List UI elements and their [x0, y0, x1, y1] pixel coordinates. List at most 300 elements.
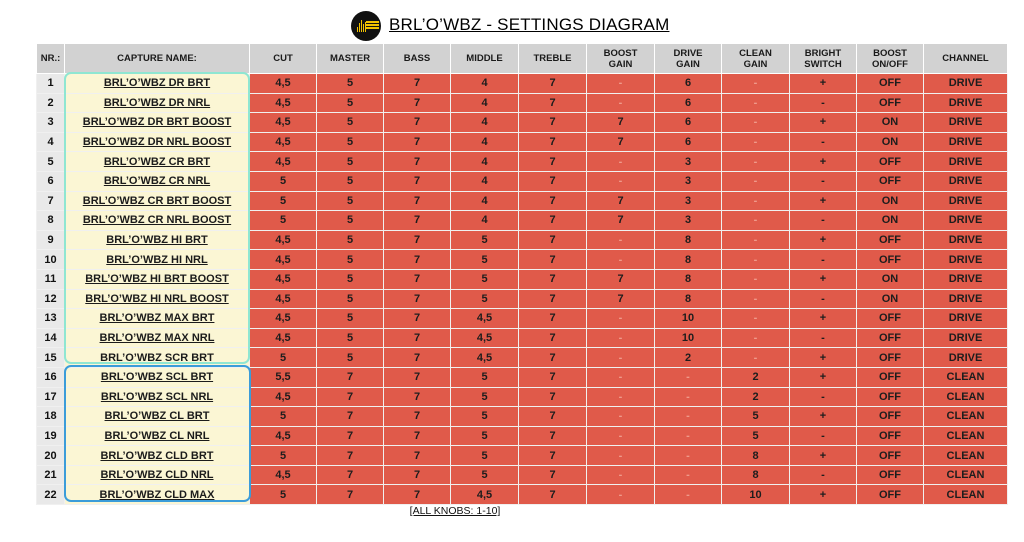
- clean-gain-cell: 8: [722, 465, 790, 485]
- clean-gain-cell: 8: [722, 446, 790, 466]
- bright-cell: -: [790, 387, 857, 407]
- nr-cell: 9: [37, 230, 65, 250]
- cut-cell: 4,5: [250, 465, 317, 485]
- boost-cell: OFF: [857, 387, 924, 407]
- treble-cell: 7: [519, 269, 587, 289]
- table-row: [37, 230, 1008, 250]
- nr-cell: 7: [37, 191, 65, 211]
- middle-cell: 5: [451, 446, 519, 466]
- drive-gain-cell: 8: [655, 289, 722, 309]
- channel-cell: DRIVE: [924, 191, 1008, 211]
- clean-gain-cell: -: [722, 171, 790, 191]
- bass-cell: 7: [384, 152, 451, 172]
- clean-gain-cell: -: [722, 74, 790, 94]
- clean-gain-cell: 10: [722, 485, 790, 505]
- boost-cell: ON: [857, 132, 924, 152]
- bass-cell: 7: [384, 367, 451, 387]
- clean-gain-cell: -: [722, 152, 790, 172]
- table-row: [37, 113, 1008, 133]
- boost-cell: OFF: [857, 426, 924, 446]
- master-cell: 7: [317, 465, 384, 485]
- nr-cell: 14: [37, 328, 65, 348]
- master-cell: 5: [317, 171, 384, 191]
- treble-cell: 7: [519, 171, 587, 191]
- bass-cell: 7: [384, 465, 451, 485]
- clean-gain-cell: -: [722, 93, 790, 113]
- channel-cell: CLEAN: [924, 367, 1008, 387]
- cut-cell: 4,5: [250, 152, 317, 172]
- drive-gain-cell: 8: [655, 269, 722, 289]
- boost-cell: OFF: [857, 171, 924, 191]
- table-row: [37, 465, 1008, 485]
- channel-cell: DRIVE: [924, 328, 1008, 348]
- clean-gain-cell: -: [722, 211, 790, 231]
- cut-cell: 5: [250, 171, 317, 191]
- boost-cell: OFF: [857, 446, 924, 466]
- cut-cell: 4,5: [250, 250, 317, 270]
- middle-cell: 4: [451, 74, 519, 94]
- table-row: [37, 74, 1008, 94]
- drive-gain-cell: -: [655, 465, 722, 485]
- nr-cell: 8: [37, 211, 65, 231]
- drive-gain-cell: 6: [655, 132, 722, 152]
- bass-cell: 7: [384, 485, 451, 505]
- channel-cell: DRIVE: [924, 269, 1008, 289]
- capture-name-link[interactable]: BRL’O’WBZ DR BRT BOOST: [65, 113, 250, 133]
- middle-cell: 5: [451, 407, 519, 427]
- table-row: [37, 152, 1008, 172]
- bass-cell: 7: [384, 309, 451, 329]
- boost-cell: ON: [857, 113, 924, 133]
- bass-cell: 7: [384, 407, 451, 427]
- channel-cell: DRIVE: [924, 309, 1008, 329]
- capture-name-link[interactable]: BRL’O’WBZ CL BRT: [65, 407, 250, 427]
- bright-cell: +: [790, 74, 857, 94]
- table-row: [37, 387, 1008, 407]
- clean-gain-cell: -: [722, 309, 790, 329]
- table-row: [37, 407, 1008, 427]
- boost-gain-cell: -: [587, 485, 655, 505]
- boost-gain-cell: -: [587, 465, 655, 485]
- master-cell: 5: [317, 269, 384, 289]
- middle-cell: 4,5: [451, 328, 519, 348]
- nr-cell: 2: [37, 93, 65, 113]
- capture-name-link[interactable]: BRL’O’WBZ CL NRL: [65, 426, 250, 446]
- treble-cell: 7: [519, 446, 587, 466]
- cut-cell: 4,5: [250, 230, 317, 250]
- treble-cell: 7: [519, 309, 587, 329]
- master-cell: 5: [317, 211, 384, 231]
- boost-gain-cell: -: [587, 152, 655, 172]
- bright-cell: -: [790, 132, 857, 152]
- nr-cell: 1: [37, 74, 65, 94]
- boost-cell: OFF: [857, 407, 924, 427]
- table-row: [37, 328, 1008, 348]
- boost-gain-cell: -: [587, 387, 655, 407]
- channel-cell: DRIVE: [924, 74, 1008, 94]
- boost-cell: OFF: [857, 93, 924, 113]
- middle-cell: 4: [451, 211, 519, 231]
- header-col-boost-onoff: BOOST ON/OFF: [857, 44, 924, 74]
- middle-cell: 4: [451, 171, 519, 191]
- header-col-nr: NR.:: [37, 44, 65, 74]
- boost-gain-cell: -: [587, 328, 655, 348]
- treble-cell: 7: [519, 407, 587, 427]
- bass-cell: 7: [384, 269, 451, 289]
- bright-cell: +: [790, 485, 857, 505]
- nr-cell: 22: [37, 485, 65, 505]
- middle-cell: 4,5: [451, 485, 519, 505]
- bright-cell: +: [790, 269, 857, 289]
- clean-gain-cell: -: [722, 230, 790, 250]
- drive-gain-cell: 6: [655, 93, 722, 113]
- bass-cell: 7: [384, 426, 451, 446]
- bass-cell: 7: [384, 191, 451, 211]
- middle-cell: 5: [451, 426, 519, 446]
- drive-gain-cell: -: [655, 387, 722, 407]
- boost-gain-cell: -: [587, 309, 655, 329]
- bright-cell: +: [790, 348, 857, 368]
- clean-gain-cell: -: [722, 191, 790, 211]
- cut-cell: 4,5: [250, 309, 317, 329]
- master-cell: 5: [317, 132, 384, 152]
- boost-gain-cell: -: [587, 426, 655, 446]
- nr-cell: 4: [37, 132, 65, 152]
- channel-cell: DRIVE: [924, 152, 1008, 172]
- master-cell: 5: [317, 113, 384, 133]
- table-row: [37, 250, 1008, 270]
- nr-cell: 6: [37, 171, 65, 191]
- cut-cell: 4,5: [250, 289, 317, 309]
- drive-gain-cell: 10: [655, 328, 722, 348]
- header-col-capture-name: CAPTURE NAME:: [65, 44, 250, 74]
- boost-cell: OFF: [857, 485, 924, 505]
- cut-cell: 4,5: [250, 426, 317, 446]
- capture-name-link[interactable]: BRL’O’WBZ CR NRL BOOST: [65, 211, 250, 231]
- bright-cell: -: [790, 328, 857, 348]
- bass-cell: 7: [384, 93, 451, 113]
- master-cell: 5: [317, 191, 384, 211]
- bright-cell: +: [790, 407, 857, 427]
- cut-cell: 5: [250, 191, 317, 211]
- drive-gain-cell: -: [655, 446, 722, 466]
- nr-cell: 17: [37, 387, 65, 407]
- treble-cell: 7: [519, 211, 587, 231]
- capture-name-link[interactable]: BRL’O’WBZ CR BRT BOOST: [65, 191, 250, 211]
- channel-cell: CLEAN: [924, 407, 1008, 427]
- bass-cell: 7: [384, 211, 451, 231]
- capture-name-link[interactable]: BRL’O’WBZ DR BRT: [65, 74, 250, 94]
- table-row: [37, 289, 1008, 309]
- boost-gain-cell: -: [587, 93, 655, 113]
- middle-cell: 5: [451, 250, 519, 270]
- cut-cell: 4,5: [250, 387, 317, 407]
- bright-cell: -: [790, 289, 857, 309]
- bass-cell: 7: [384, 230, 451, 250]
- master-cell: 7: [317, 446, 384, 466]
- boost-cell: ON: [857, 269, 924, 289]
- boost-cell: OFF: [857, 348, 924, 368]
- capture-name-link[interactable]: BRL’O’WBZ HI BRT: [65, 230, 250, 250]
- bass-cell: 7: [384, 446, 451, 466]
- channel-cell: CLEAN: [924, 426, 1008, 446]
- master-cell: 7: [317, 367, 384, 387]
- bright-cell: +: [790, 367, 857, 387]
- bright-cell: +: [790, 309, 857, 329]
- master-cell: 5: [317, 230, 384, 250]
- treble-cell: 7: [519, 465, 587, 485]
- header-col-boost-gain: BOOST GAIN: [587, 44, 655, 74]
- table-row: [37, 171, 1008, 191]
- header-col-bass: BASS: [384, 44, 451, 74]
- boost-cell: OFF: [857, 74, 924, 94]
- capture-name-link[interactable]: BRL’O’WBZ CLD MAX: [65, 485, 250, 505]
- channel-cell: CLEAN: [924, 465, 1008, 485]
- nr-cell: 12: [37, 289, 65, 309]
- drive-gain-cell: -: [655, 367, 722, 387]
- cut-cell: 4,5: [250, 269, 317, 289]
- middle-cell: 4: [451, 152, 519, 172]
- capture-name-link[interactable]: BRL’O’WBZ MAX NRL: [65, 328, 250, 348]
- channel-cell: DRIVE: [924, 289, 1008, 309]
- treble-cell: 7: [519, 426, 587, 446]
- clean-gain-cell: 2: [722, 367, 790, 387]
- header-col-drive-gain: DRIVE GAIN: [655, 44, 722, 74]
- nr-cell: 16: [37, 367, 65, 387]
- boost-cell: OFF: [857, 465, 924, 485]
- cut-cell: 4,5: [250, 328, 317, 348]
- bright-cell: -: [790, 93, 857, 113]
- boost-gain-cell: -: [587, 230, 655, 250]
- clean-gain-cell: 2: [722, 387, 790, 407]
- bright-cell: -: [790, 465, 857, 485]
- clean-gain-cell: 5: [722, 407, 790, 427]
- boost-gain-cell: -: [587, 446, 655, 466]
- channel-cell: DRIVE: [924, 171, 1008, 191]
- bass-cell: 7: [384, 171, 451, 191]
- bass-cell: 7: [384, 250, 451, 270]
- treble-cell: 7: [519, 348, 587, 368]
- boost-cell: OFF: [857, 250, 924, 270]
- capture-name-link[interactable]: BRL’O’WBZ CLD BRT: [65, 446, 250, 466]
- table-row: [37, 191, 1008, 211]
- table-row: [37, 309, 1008, 329]
- master-cell: 7: [317, 407, 384, 427]
- knob-range-note: [ALL KNOBS: 1-10]: [409, 505, 501, 517]
- middle-cell: 5: [451, 367, 519, 387]
- capture-name-link[interactable]: BRL’O’WBZ SCL BRT: [65, 367, 250, 387]
- drive-gain-cell: 8: [655, 250, 722, 270]
- cut-cell: 4,5: [250, 93, 317, 113]
- bright-cell: +: [790, 152, 857, 172]
- cut-cell: 4,5: [250, 132, 317, 152]
- header-col-bright-switch: BRIGHT SWITCH: [790, 44, 857, 74]
- treble-cell: 7: [519, 93, 587, 113]
- nr-cell: 18: [37, 407, 65, 427]
- cut-cell: 4,5: [250, 74, 317, 94]
- middle-cell: 4,5: [451, 309, 519, 329]
- channel-cell: DRIVE: [924, 113, 1008, 133]
- header-col-clean-gain: CLEAN GAIN: [722, 44, 790, 74]
- bright-cell: -: [790, 171, 857, 191]
- bass-cell: 7: [384, 328, 451, 348]
- cut-cell: 5: [250, 348, 317, 368]
- master-cell: 5: [317, 309, 384, 329]
- bright-cell: +: [790, 230, 857, 250]
- nr-cell: 19: [37, 426, 65, 446]
- boost-cell: ON: [857, 211, 924, 231]
- clean-gain-cell: -: [722, 328, 790, 348]
- master-cell: 5: [317, 289, 384, 309]
- master-cell: 5: [317, 348, 384, 368]
- clean-gain-cell: -: [722, 289, 790, 309]
- capture-name-link[interactable]: BRL’O’WBZ HI NRL: [65, 250, 250, 270]
- boost-gain-cell: -: [587, 407, 655, 427]
- nr-cell: 11: [37, 269, 65, 289]
- boost-cell: OFF: [857, 367, 924, 387]
- channel-cell: CLEAN: [924, 387, 1008, 407]
- capture-name-link[interactable]: BRL’O’WBZ HI BRT BOOST: [65, 269, 250, 289]
- clean-gain-cell: -: [722, 250, 790, 270]
- channel-cell: DRIVE: [924, 250, 1008, 270]
- master-cell: 5: [317, 328, 384, 348]
- cut-cell: 4,5: [250, 113, 317, 133]
- treble-cell: 7: [519, 191, 587, 211]
- drive-gain-cell: 3: [655, 191, 722, 211]
- bass-cell: 7: [384, 348, 451, 368]
- middle-cell: 4: [451, 93, 519, 113]
- treble-cell: 7: [519, 74, 587, 94]
- channel-cell: CLEAN: [924, 485, 1008, 505]
- nr-cell: 3: [37, 113, 65, 133]
- boost-cell: OFF: [857, 328, 924, 348]
- capture-name-link[interactable]: BRL’O’WBZ DR NRL BOOST: [65, 132, 250, 152]
- capture-name-link[interactable]: BRL’O’WBZ DR NRL: [65, 93, 250, 113]
- boost-gain-cell: -: [587, 367, 655, 387]
- header-col-channel: CHANNEL: [924, 44, 1008, 74]
- treble-cell: 7: [519, 230, 587, 250]
- master-cell: 7: [317, 485, 384, 505]
- capture-name-link[interactable]: BRL’O’WBZ HI NRL BOOST: [65, 289, 250, 309]
- bright-cell: -: [790, 211, 857, 231]
- bass-cell: 7: [384, 113, 451, 133]
- nr-cell: 20: [37, 446, 65, 466]
- bright-cell: +: [790, 191, 857, 211]
- drive-gain-cell: 3: [655, 171, 722, 191]
- nr-cell: 13: [37, 309, 65, 329]
- master-cell: 5: [317, 93, 384, 113]
- channel-cell: DRIVE: [924, 93, 1008, 113]
- channel-cell: CLEAN: [924, 446, 1008, 466]
- boost-cell: ON: [857, 191, 924, 211]
- drive-gain-cell: 8: [655, 230, 722, 250]
- master-cell: 7: [317, 387, 384, 407]
- table-row: [37, 446, 1008, 466]
- cut-cell: 5,5: [250, 367, 317, 387]
- page-title: BRL’O’WBZ - SETTINGS DIAGRAM: [389, 15, 670, 34]
- table-row: [37, 93, 1008, 113]
- master-cell: 5: [317, 250, 384, 270]
- boost-gain-cell: -: [587, 74, 655, 94]
- capture-name-link[interactable]: BRL’O’WBZ SCR BRT: [65, 348, 250, 368]
- drive-gain-cell: 3: [655, 152, 722, 172]
- bass-cell: 7: [384, 387, 451, 407]
- boost-cell: ON: [857, 289, 924, 309]
- custom-tones-logo-icon: [351, 11, 381, 41]
- middle-cell: 5: [451, 465, 519, 485]
- drive-gain-cell: 2: [655, 348, 722, 368]
- capture-name-link[interactable]: BRL’O’WBZ CR BRT: [65, 152, 250, 172]
- treble-cell: 7: [519, 113, 587, 133]
- clean-gain-cell: -: [722, 269, 790, 289]
- treble-cell: 7: [519, 250, 587, 270]
- master-cell: 5: [317, 74, 384, 94]
- cut-cell: 5: [250, 211, 317, 231]
- boost-gain-cell: 7: [587, 211, 655, 231]
- capture-name-link[interactable]: BRL’O’WBZ CLD NRL: [65, 465, 250, 485]
- treble-cell: 7: [519, 289, 587, 309]
- channel-cell: DRIVE: [924, 348, 1008, 368]
- bright-cell: +: [790, 113, 857, 133]
- table-header-row: [37, 44, 1008, 74]
- drive-gain-cell: -: [655, 426, 722, 446]
- cut-cell: 5: [250, 485, 317, 505]
- bright-cell: -: [790, 250, 857, 270]
- clean-gain-cell: 5: [722, 426, 790, 446]
- header-col-cut: CUT: [250, 44, 317, 74]
- drive-gain-cell: -: [655, 485, 722, 505]
- boost-gain-cell: 7: [587, 191, 655, 211]
- bass-cell: 7: [384, 74, 451, 94]
- capture-name-link[interactable]: BRL’O’WBZ SCL NRL: [65, 387, 250, 407]
- cut-cell: 5: [250, 446, 317, 466]
- channel-cell: DRIVE: [924, 230, 1008, 250]
- middle-cell: 5: [451, 269, 519, 289]
- capture-name-link[interactable]: BRL’O’WBZ CR NRL: [65, 171, 250, 191]
- clean-gain-cell: -: [722, 132, 790, 152]
- boost-cell: OFF: [857, 309, 924, 329]
- channel-cell: DRIVE: [924, 211, 1008, 231]
- table-row: [37, 269, 1008, 289]
- boost-cell: OFF: [857, 152, 924, 172]
- drive-gain-cell: 10: [655, 309, 722, 329]
- middle-cell: 4: [451, 132, 519, 152]
- middle-cell: 5: [451, 230, 519, 250]
- capture-name-link[interactable]: BRL’O’WBZ MAX BRT: [65, 309, 250, 329]
- table-row: [37, 211, 1008, 231]
- boost-cell: OFF: [857, 230, 924, 250]
- middle-cell: 4: [451, 191, 519, 211]
- bright-cell: +: [790, 446, 857, 466]
- nr-cell: 10: [37, 250, 65, 270]
- clean-gain-cell: -: [722, 113, 790, 133]
- master-cell: 5: [317, 152, 384, 172]
- boost-gain-cell: -: [587, 171, 655, 191]
- table-row: [37, 485, 1008, 505]
- bass-cell: 7: [384, 132, 451, 152]
- channel-cell: DRIVE: [924, 132, 1008, 152]
- table-row: [37, 348, 1008, 368]
- header-col-middle: MIDDLE: [451, 44, 519, 74]
- boost-gain-cell: 7: [587, 132, 655, 152]
- boost-gain-cell: 7: [587, 289, 655, 309]
- master-cell: 7: [317, 426, 384, 446]
- drive-gain-cell: 3: [655, 211, 722, 231]
- table-row: [37, 132, 1008, 152]
- treble-cell: 7: [519, 132, 587, 152]
- bass-cell: 7: [384, 289, 451, 309]
- middle-cell: 5: [451, 387, 519, 407]
